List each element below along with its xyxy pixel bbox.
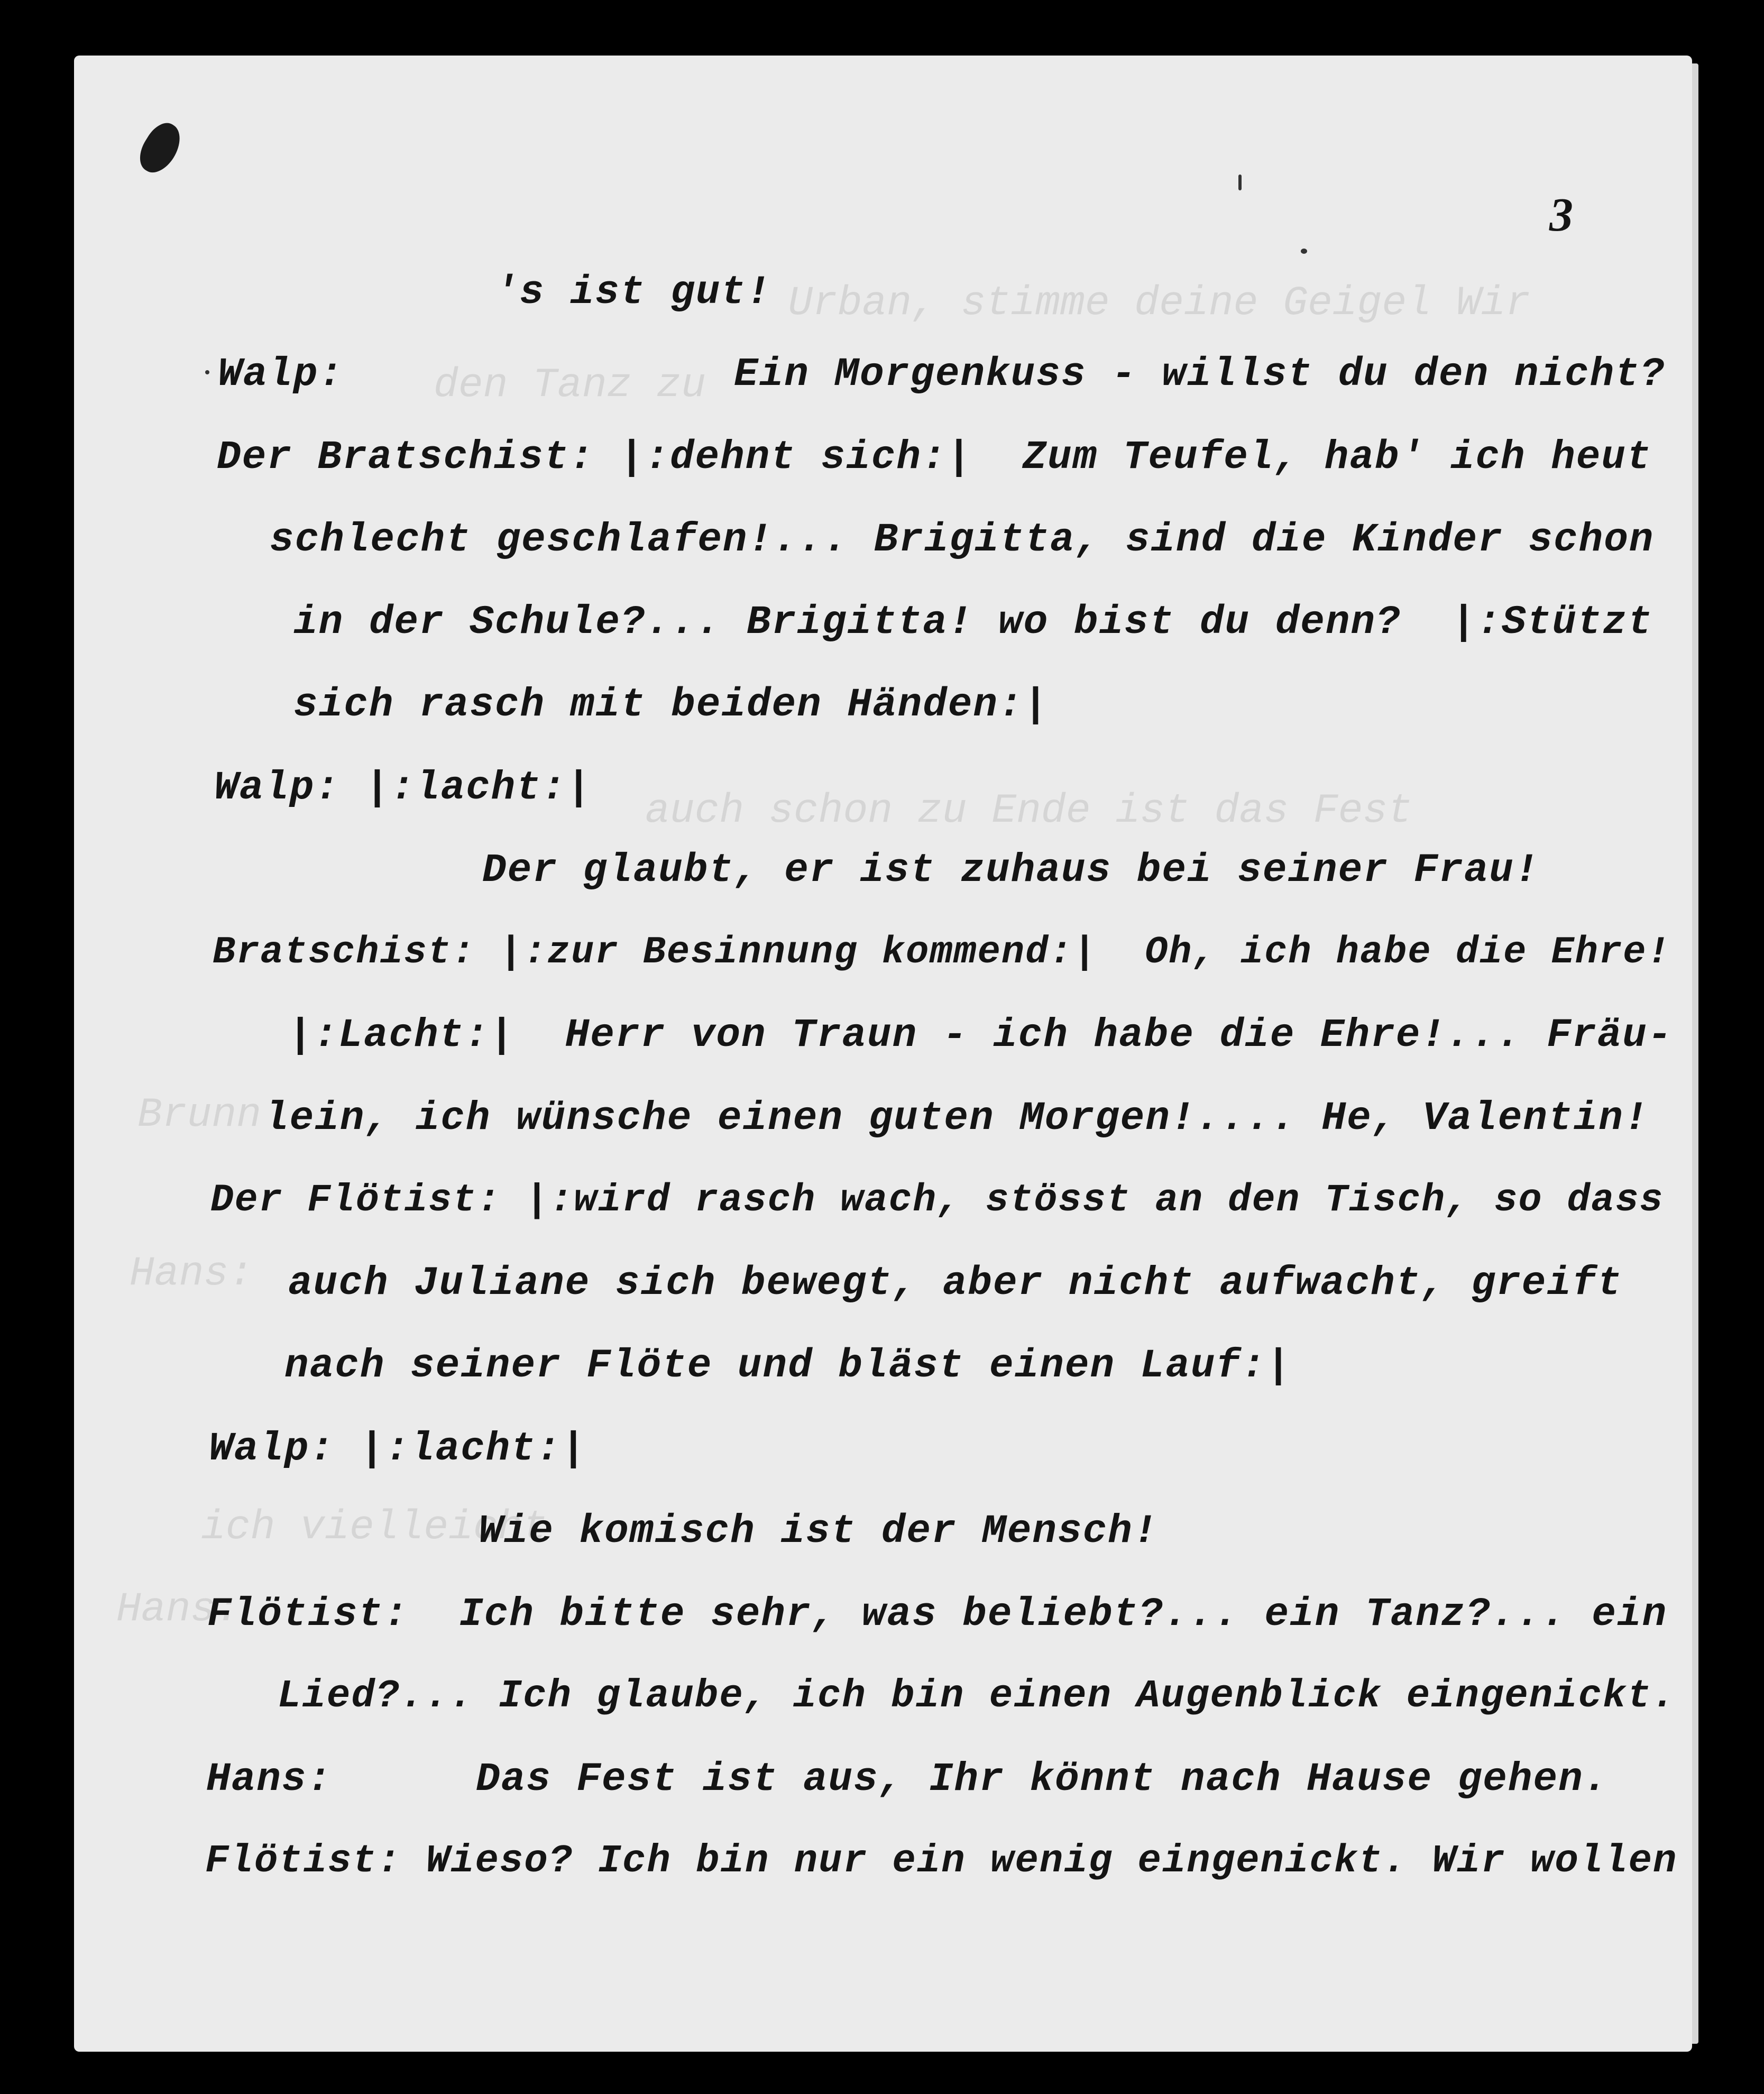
dialogue-line: lein, ich wünsche einen guten Morgen!.... He, Valentin! [264, 1096, 1649, 1141]
dialogue-line: in der Schule?... Brigitta! wo bist du denn? |:Stützt [293, 600, 1653, 645]
page-number: 3 [1549, 189, 1573, 241]
bleed-through-text: auch schon zu Ende ist das Fest [645, 788, 1413, 834]
dialogue-line: Bratschist: |:zur Besinnung kommend:| Oh, ich habe die Ehre! [213, 931, 1671, 974]
dialogue-line: 's ist gut! [494, 270, 771, 315]
bleed-through-text: Hans: [116, 1586, 241, 1633]
dialogue-line: Der Flötist: |:wird rasch wach, stösst an den Tisch, so dass [210, 1178, 1664, 1222]
paper-speck [1301, 249, 1307, 254]
bleed-through-text: Hans: [130, 1251, 254, 1297]
dialogue-line: Der glaubt, er ist zuhaus bei seiner Frau! [482, 848, 1540, 893]
dialogue-line: |:Lacht:| Herr von Traun - ich habe die Ehre!... Fräu- [288, 1013, 1673, 1058]
bleed-through-text: den Tanz zu [434, 362, 706, 409]
dialogue-line: Wie komisch ist der Mensch! [479, 1509, 1159, 1554]
paper-speck [1238, 174, 1242, 190]
bleed-through-text: Urban, stimme deine Geigel Wir [788, 280, 1531, 327]
dialogue-line: schlecht geschlafen!... Brigitta, sind die Kinder schon [270, 517, 1655, 563]
bleed-through-text: Brunn [137, 1092, 262, 1138]
speaker-label: Walp: |:lacht:| [209, 1426, 587, 1472]
dialogue-line: Lied?... Ich glaube, ich bin einen Augenblick eingenickt. [278, 1674, 1677, 1719]
dialogue-line: Ein Morgenkuss - willst du den nicht? [734, 352, 1666, 397]
dialogue-line: Das Fest ist aus, Ihr könnt nach Hause gehen. [476, 1757, 1609, 1802]
dialogue-line: auch Juliane sich bewegt, aber nicht aufwacht, greift [288, 1261, 1623, 1306]
dialogue-line: Flötist: Ich bitte sehr, was beliebt?... ein Tanz?... ein [207, 1592, 1668, 1637]
speaker-label: Walp: [218, 352, 344, 397]
bleed-through-text: ich vielleicht [201, 1504, 548, 1551]
dialogue-line: sich rasch mit beiden Händen:| [293, 682, 1049, 728]
dialogue-line: nach seiner Flöte und bläst einen Lauf:| [284, 1343, 1292, 1389]
dialogue-line: Flötist: Wieso? Ich bin nur ein wenig eingenickt. Wir wollen [205, 1839, 1678, 1884]
paper-speck [205, 370, 209, 374]
dialogue-line: Der Bratschist: |:dehnt sich:| Zum Teufel, hab' ich heut [217, 435, 1652, 480]
speaker-label: Walp: |:lacht:| [214, 765, 592, 811]
speaker-label: Hans: [206, 1757, 333, 1802]
